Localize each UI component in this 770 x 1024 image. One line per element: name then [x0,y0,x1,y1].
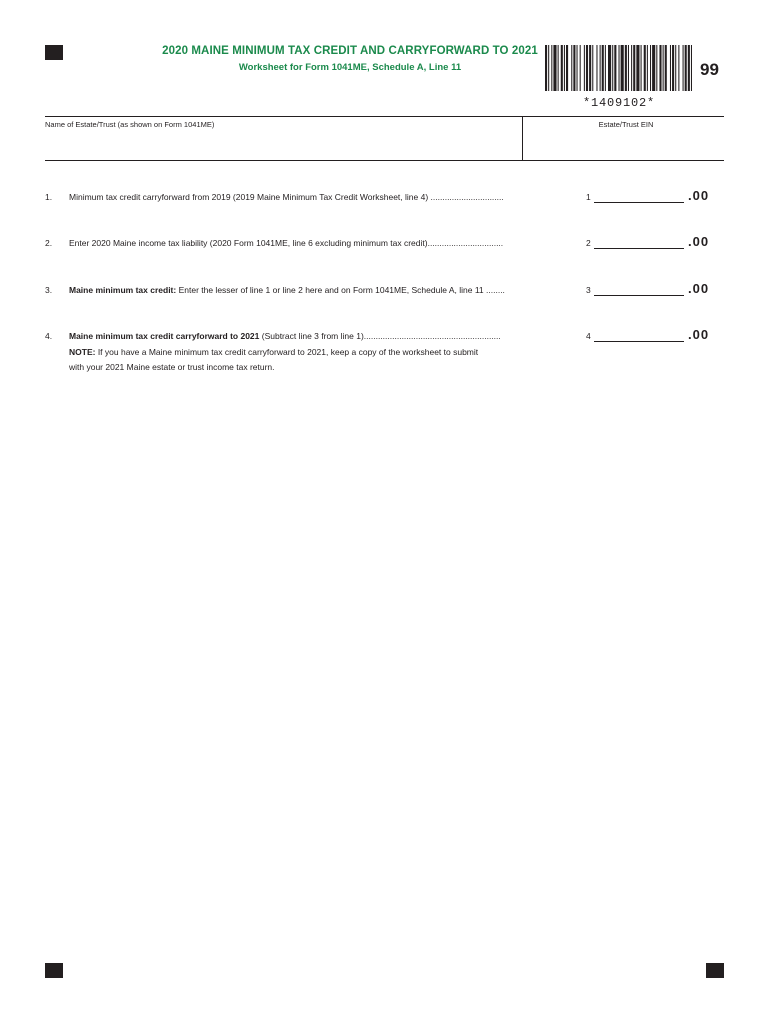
line-3-number: 3. [45,285,53,295]
line-4-amount-field[interactable] [594,341,684,342]
line-3-ref: 3 [586,285,591,295]
note-line-2: with your 2021 Maine estate or trust income tax return. [69,362,275,372]
barcode-number: *1409102* [582,96,655,110]
line-1-number: 1. [45,192,53,202]
field-box-divider [522,116,523,161]
line-1-cents: .00 [688,188,710,203]
line-2-description: Enter 2020 Maine income tax liability (2020 Form 1041ME, line 6 excluding minimum tax credit)................................ [69,238,504,248]
line-4-ref: 4 [586,331,591,341]
line-3-amount-field[interactable] [594,295,684,296]
registration-mark-bottom-right [706,963,724,978]
estate-name-label: Name of Estate/Trust (as shown on Form 1041ME) [45,120,215,129]
line-1-description: Minimum tax credit carryforward from 2019 (2019 Maine Minimum Tax Credit Worksheet, line 4) ............................... [69,192,504,202]
line-1-ref: 1 [586,192,591,202]
registration-mark-bottom-left [45,963,63,978]
ein-label: Estate/Trust EIN [598,120,654,129]
line-2-ref: 2 [586,238,591,248]
line-2-cents: .00 [688,234,710,249]
line-4-cents: .00 [688,327,710,342]
line-4-description: Maine minimum tax credit carryforward to 2021 (Subtract line 3 from line 1).......................................................... [69,331,501,341]
field-box-bottom-rule [45,160,724,161]
line-1-amount-field[interactable] [594,202,684,203]
field-box-top-rule [45,116,724,117]
form-code: 99 [700,60,719,79]
barcode [545,45,693,91]
form-subtitle: Worksheet for Form 1041ME, Schedule A, Line 11 [238,62,462,73]
note-line-1: NOTE: If you have a Maine minimum tax credit carryforward to 2021, keep a copy of the worksheet to submit [69,347,479,357]
line-4-number: 4. [45,331,53,341]
form-title: 2020 MAINE MINIMUM TAX CREDIT AND CARRYFORWARD TO 2021 [162,45,538,57]
line-3-cents: .00 [688,281,710,296]
line-3-description: Maine minimum tax credit: Enter the lesser of line 1 or line 2 here and on Form 1041ME, Schedule A, line 11 ........ [69,285,505,295]
line-2-number: 2. [45,238,53,248]
line-2-amount-field[interactable] [594,248,684,249]
